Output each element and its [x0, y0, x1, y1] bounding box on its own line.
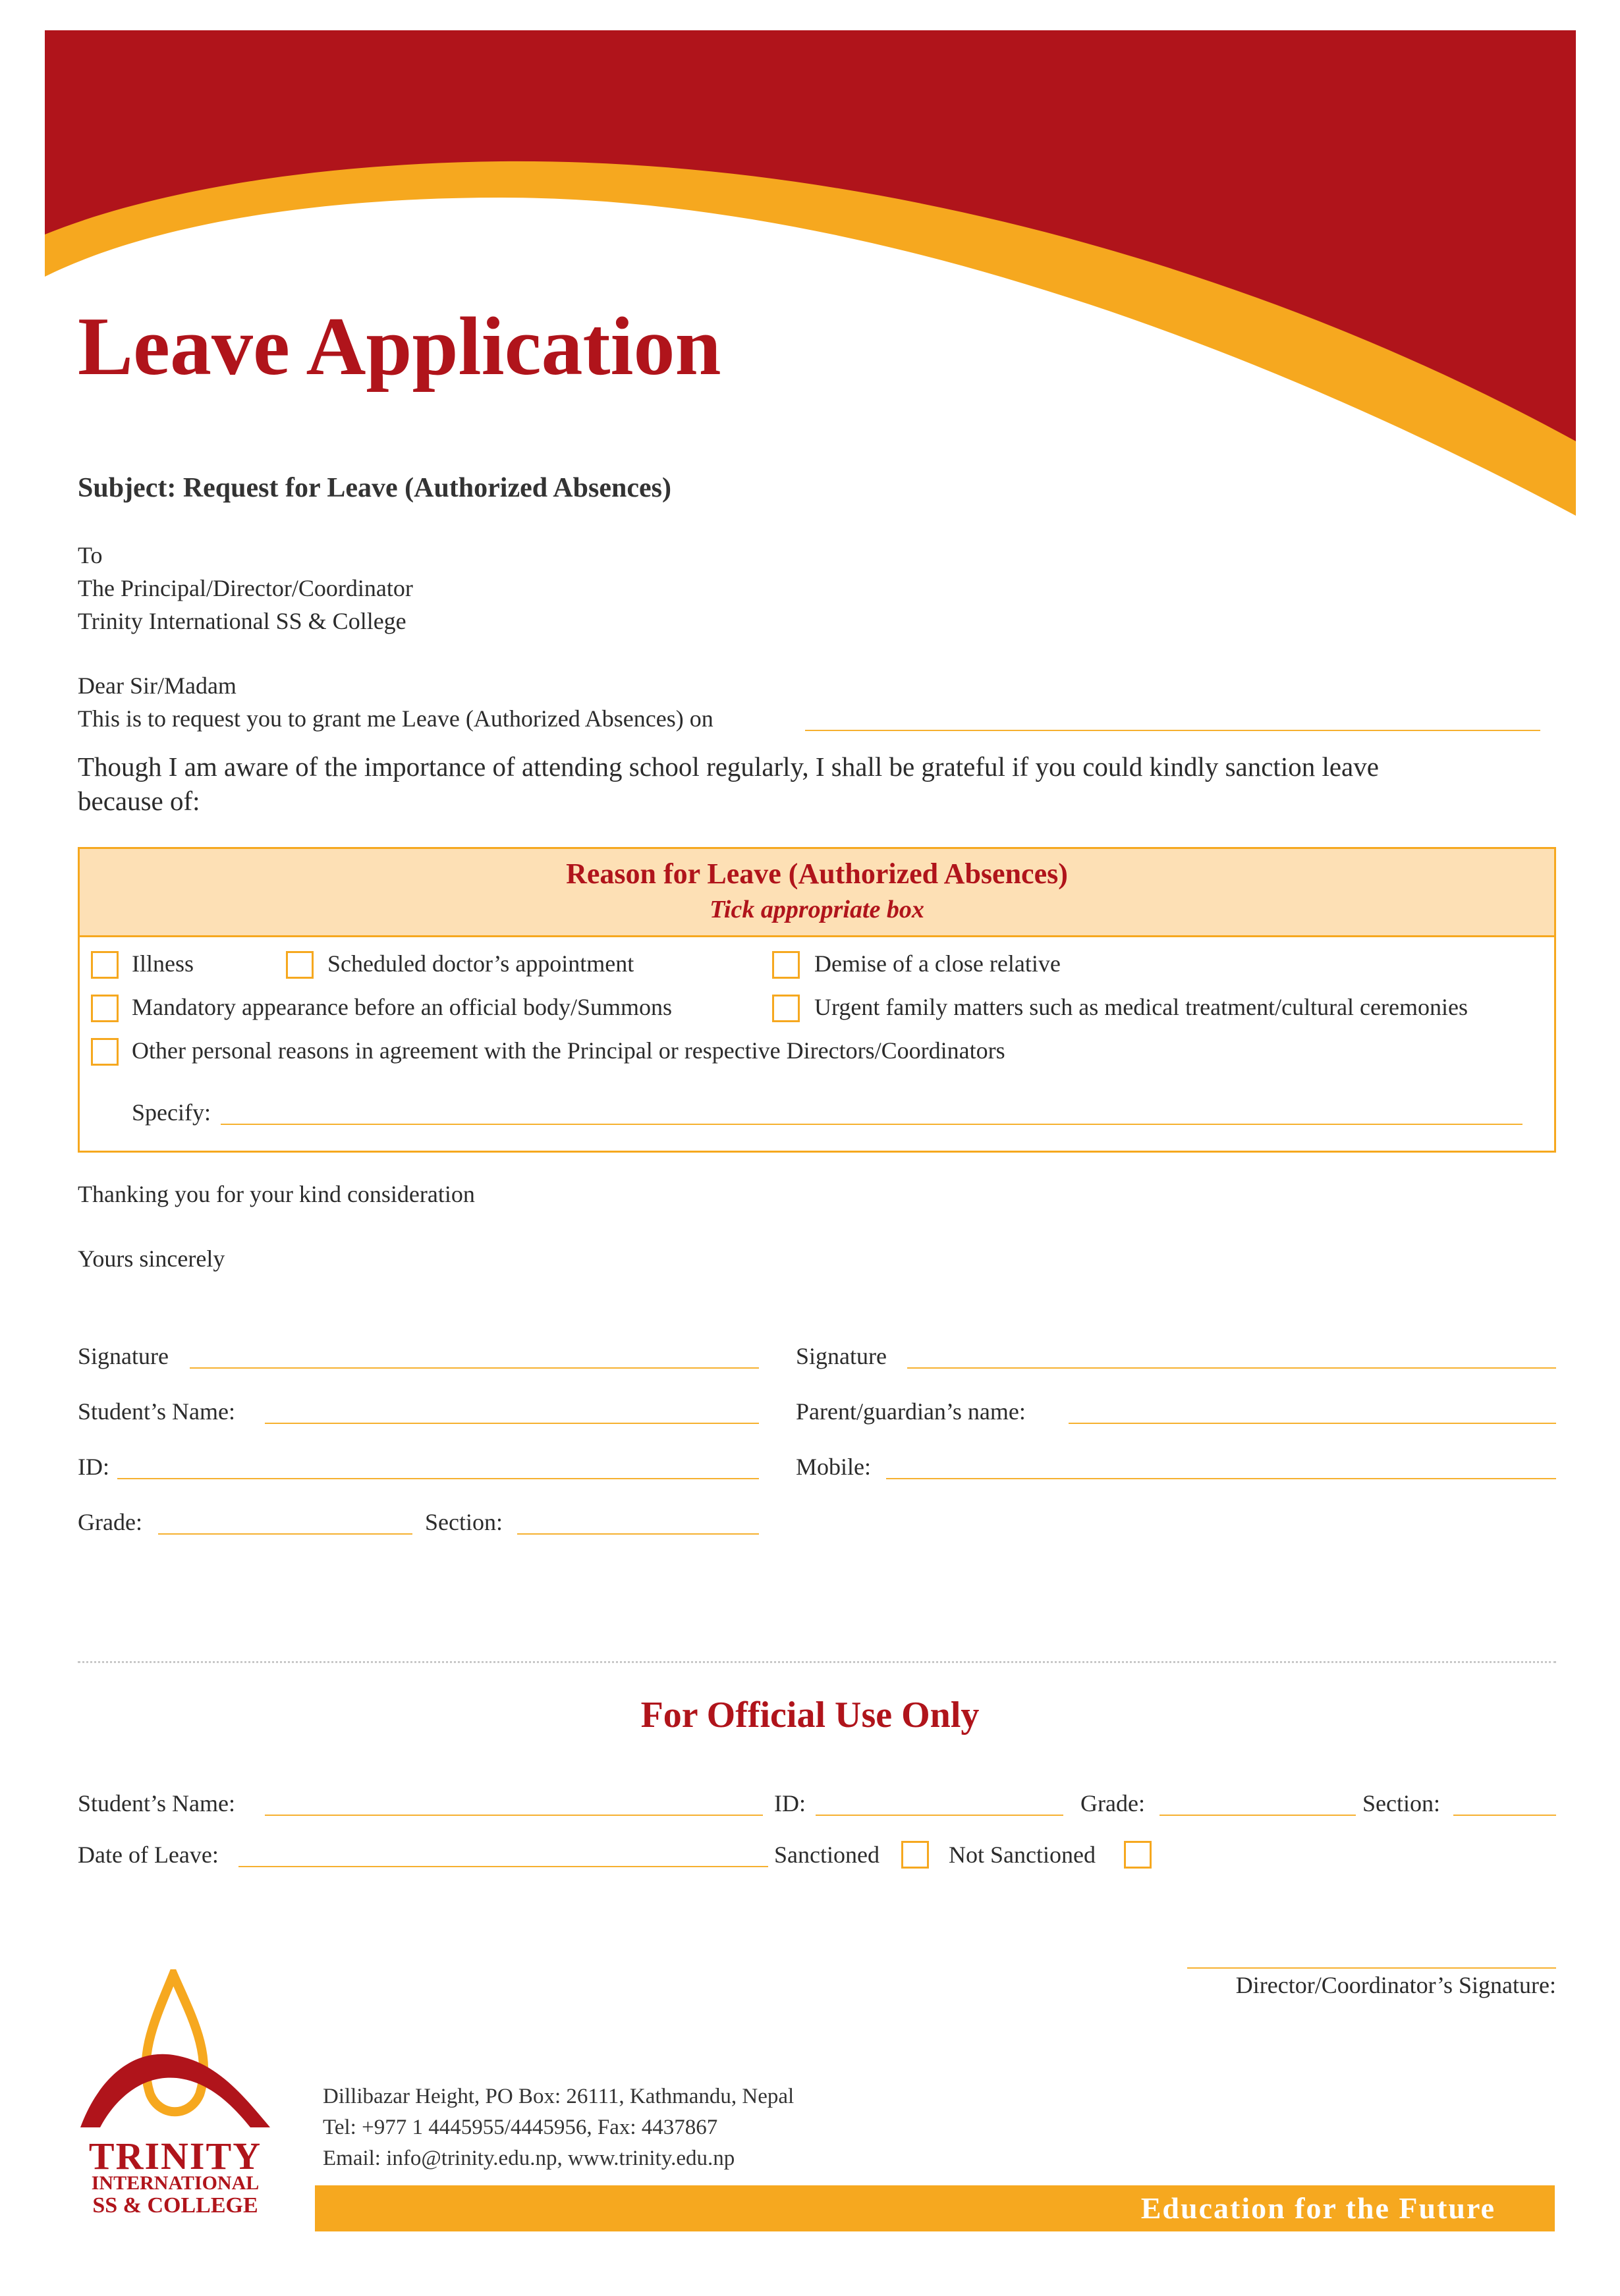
student-name-field[interactable] [265, 1423, 759, 1424]
specify-label: Specify: [132, 1099, 211, 1126]
date-of-leave-label: Date of Leave: [78, 1842, 219, 1868]
checkbox-doctor-appointment[interactable] [286, 951, 314, 979]
student-signature-field[interactable] [190, 1367, 759, 1369]
page-title: Leave Application [78, 301, 721, 393]
option-doctor-label: Scheduled doctor’s appointment [327, 950, 634, 977]
grade-field[interactable] [158, 1533, 412, 1535]
option-other-label: Other personal reasons in agreement with the Principal or respective Directors/Coordinators [132, 1037, 1005, 1064]
mobile-field[interactable] [886, 1478, 1556, 1479]
parent-name-label: Parent/guardian’s name: [796, 1398, 1026, 1425]
recipient-institution: Trinity International SS & College [78, 608, 406, 634]
aware-line-1: Though I am aware of the importance of attending school regularly, I shall be grateful if you could kindly sanction leave [78, 752, 1379, 782]
student-signature-label: Signature [78, 1343, 169, 1369]
trinity-logo-icon [78, 1969, 273, 2134]
official-use-title: For Official Use Only [640, 1695, 980, 1736]
checkbox-sanctioned[interactable] [901, 1841, 929, 1869]
recipient-title: The Principal/Director/Coordinator [78, 575, 413, 601]
footer-tagline: Education for the Future [1140, 2191, 1495, 2225]
official-student-name-field[interactable] [265, 1815, 763, 1816]
mobile-label: Mobile: [796, 1454, 871, 1480]
checkbox-mandatory-appearance[interactable] [91, 995, 119, 1022]
salutation: Dear Sir/Madam [78, 672, 237, 699]
specify-field[interactable] [221, 1124, 1522, 1125]
director-signature-field[interactable] [1187, 1967, 1556, 1969]
footer-tel: Tel: +977 1 4445955/4445956, Fax: 4437867 [323, 2116, 718, 2139]
checkbox-demise[interactable] [772, 951, 800, 979]
footer-bar [315, 2185, 1555, 2231]
date-of-leave-field[interactable] [238, 1866, 768, 1867]
student-id-field[interactable] [117, 1478, 759, 1479]
student-id-label: ID: [78, 1454, 109, 1480]
leave-date-field[interactable] [805, 730, 1540, 731]
reason-box-subtitle: Tick appropriate box [710, 896, 924, 923]
official-grade-label: Grade: [1080, 1790, 1145, 1817]
checkbox-not-sanctioned[interactable] [1124, 1841, 1152, 1869]
official-id-field[interactable] [816, 1815, 1063, 1816]
not-sanctioned-label: Not Sanctioned [949, 1842, 1096, 1868]
official-student-name-label: Student’s Name: [78, 1790, 235, 1817]
reason-box-title: Reason for Leave (Authorized Absences) [566, 858, 1068, 890]
footer-email: Email: info@trinity.edu.np, www.trinity.edu.np [323, 2146, 735, 2170]
aware-line-2: because of: [78, 786, 200, 816]
official-section-field[interactable] [1453, 1815, 1556, 1816]
student-name-label: Student’s Name: [78, 1398, 235, 1425]
header-banner [0, 0, 1620, 527]
parent-name-field[interactable] [1069, 1423, 1556, 1424]
parent-signature-label: Signature [796, 1343, 887, 1369]
director-signature-label: Director/Coordinator’s Signature: [1235, 1972, 1556, 1998]
grade-label: Grade: [78, 1509, 142, 1535]
thanks-line: Thanking you for your kind consideration [78, 1181, 475, 1207]
parent-signature-field[interactable] [907, 1367, 1556, 1369]
option-illness-label: Illness [132, 950, 194, 977]
sanctioned-label: Sanctioned [774, 1842, 880, 1868]
section-label: Section: [425, 1509, 503, 1535]
checkbox-other-reasons[interactable] [91, 1038, 119, 1066]
official-id-label: ID: [774, 1790, 806, 1817]
footer-address: Dillibazar Height, PO Box: 26111, Kathmandu, Nepal [323, 2085, 795, 2108]
section-field[interactable] [517, 1533, 759, 1535]
checkbox-illness[interactable] [91, 951, 119, 979]
option-family-label: Urgent family matters such as medical treatment/cultural ceremonies [814, 994, 1468, 1020]
official-section-label: Section: [1362, 1790, 1440, 1817]
letter-subject: Subject: Request for Leave (Authorized Absences) [78, 473, 671, 503]
checkbox-family-matters[interactable] [772, 995, 800, 1022]
option-demise-label: Demise of a close relative [814, 950, 1061, 977]
reason-box-header [80, 849, 1554, 937]
option-mandatory-label: Mandatory appearance before an official body/Summons [132, 994, 673, 1020]
official-grade-field[interactable] [1159, 1815, 1356, 1816]
logo-subname: INTERNATIONAL [91, 2172, 260, 2194]
closing-line: Yours sincerely [78, 1245, 225, 1272]
logo-name: TRINITY [88, 2135, 262, 2177]
request-line: This is to request you to grant me Leave (Authorized Absences) on [78, 705, 713, 732]
logo-college: SS & COLLEGE [92, 2193, 258, 2218]
to-line: To [78, 542, 103, 568]
section-divider [78, 1661, 1556, 1663]
